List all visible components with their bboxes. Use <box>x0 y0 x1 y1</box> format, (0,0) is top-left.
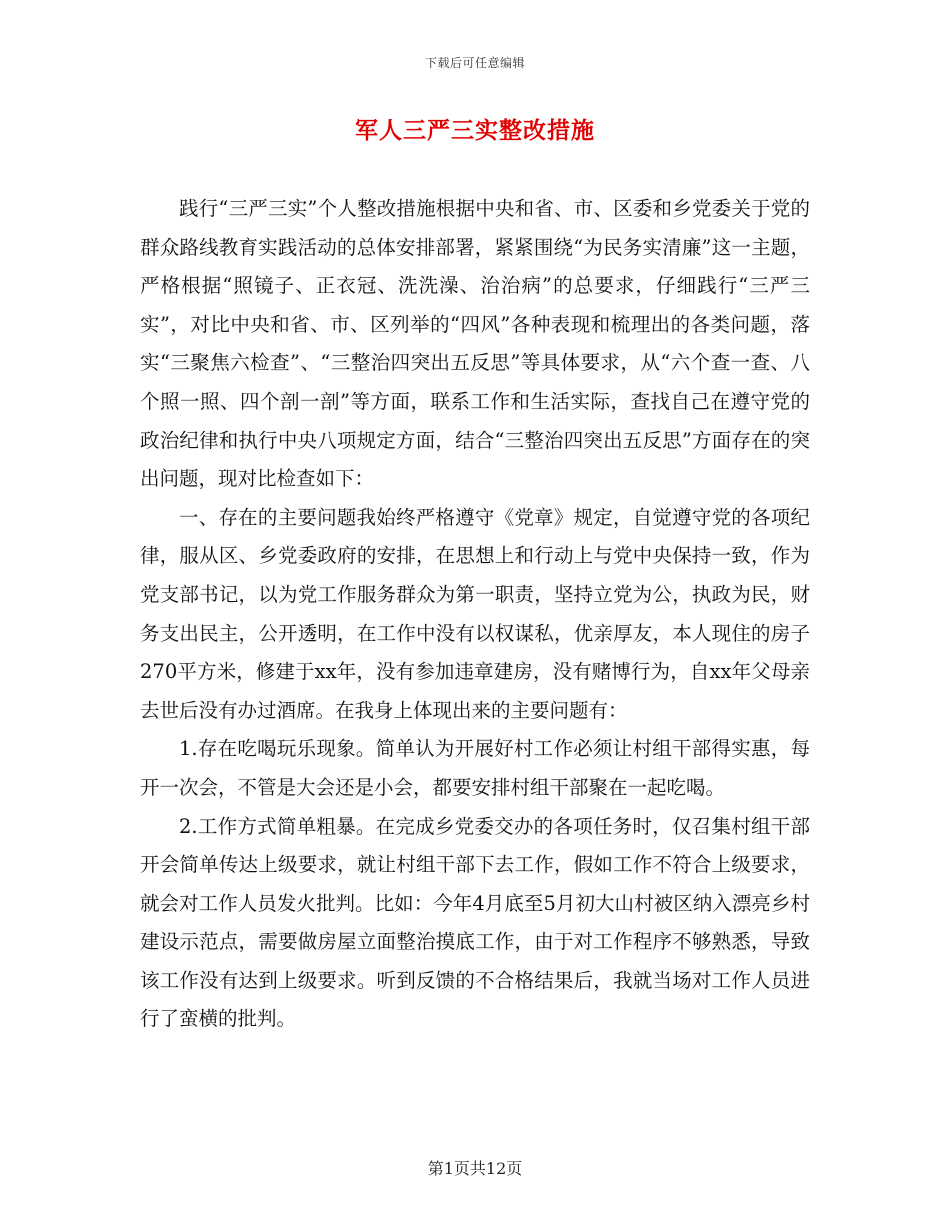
paragraph-intro: 践行“三严三实”个人整改措施根据中央和省、市、区委和乡党委关于党的群众路线教育实践活动的总体安排部署，紧紧围绕“为民务实清廉”这一主题，严格根据“照镜子、正衣冠、洗洗澡、治治病”的总要求，仔细践行“三严三实”，对比中央和省、市、区列举的“四风”各种表现和梳理出的各类问题，落实“三聚焦六检查”、“三整治四突出五反思”等具体要求，从“六个查一查、八个照一照、四个剖一剖”等方面，联系工作和生活实际，查找自己在遵守党的政治纪律和执行中央八项规定方面，结合“三整治四突出五反思”方面存在的突出问题，现对比检查如下： <box>140 197 810 491</box>
document-body <box>140 190 810 1039</box>
paragraph-main-problems: 一、存在的主要问题我始终严格遵守《党章》规定，自觉遵守党的各项纪律，服从区、乡党委政府的安排，在思想上和行动上与党中央保持一致，作为党支部书记，以为党工作服务群众为第一职责，坚持立党为公，执政为民，财务支出民主，公开透明，在工作中没有以权谋私，优亲厚友，本人现住的房子270平方米，修建于xx年，没有参加违章建房，没有赌博行为，自xx年父母亲去世后没有办过酒席。在我身上体现出来的主要问题有： <box>140 505 810 722</box>
page-number: 第1页共12页 <box>427 1159 523 1178</box>
page-header-note: 下载后可任意编辑 <box>424 56 525 70</box>
document-title: 军人三严三实整改措施 <box>355 117 595 144</box>
paragraph-item-2: 2.工作方式简单粗暴。在完成乡党委交办的各项任务时，仅召集村组干部开会简单传达上级要求，就让村组干部下去工作，假如工作不符合上级要求，就会对工作人员发火批判。比如：今年4月底至5月初大山村被区纳入漂亮乡村建设示范点，需要做房屋立面整治摸底工作，由于对工作程序不够熟悉，导致该工作没有达到上级要求。听到反馈的不合格结果后，我就当场对工作人员进行了蛮横的批判。 <box>140 814 810 1031</box>
paragraph-item-1: 1.存在吃喝玩乐现象。简单认为开展好村工作必须让村组干部得实惠，每开一次会，不管是大会还是小会，都要安排村组干部聚在一起吃喝。 <box>140 737 810 799</box>
